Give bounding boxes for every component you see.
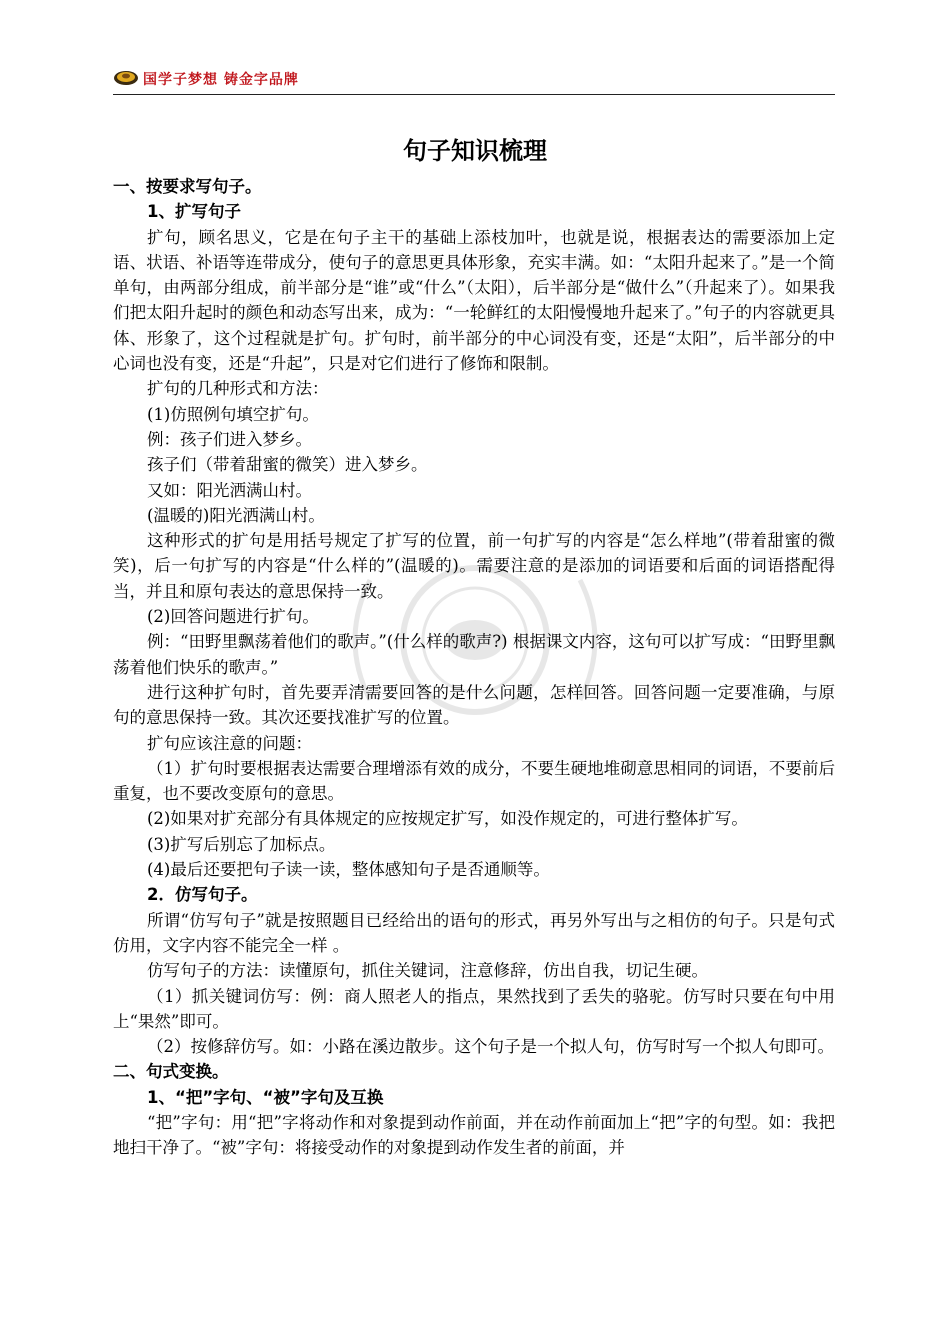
body-paragraph: (2)如果对扩充部分有具体规定的应按规定扩写，如没作规定的，可进行整体扩写。 (147, 809, 748, 829)
subsection-heading: 2．仿写句子。 (147, 885, 258, 905)
page-title: 句子知识梳理 (403, 137, 547, 165)
logo-icon (113, 68, 139, 86)
body-paragraph: （1）扩句时要根据表达需要合理增添有效的成分，不要生硬地堆砌意思相同的词语，不要前后重复，也不要改变原句的意思。 (113, 758, 835, 804)
example-line: (温暖的)阳光洒满山村。 (147, 505, 325, 525)
body-paragraph: 这种形式的扩句是用括号规定了扩写的位置，前一句扩写的内容是“怎么样地”(带着甜蜜的微笑)，后一句扩写的内容是“什么样的”(温暖的)。需要注意的是添加的词语要和后面的词语搭配得当，并且和原句表达的意思保持一致。 (113, 531, 835, 601)
body-paragraph: “把”字句：用“把”字将动作和对象提到动作前面，并在动作前面加上“把”字的句型。如：我把地扫干净了。“被”字句：将接受动作的对象提到动作发生者的前面，并 (113, 1112, 835, 1158)
body-paragraph: 所谓“仿写句子”就是按照题目已经给出的语句的形式，再另外写出与之相仿的句子。只是句式仿用，文字内容不能完全一样 。 (113, 910, 835, 955)
body-line: 扩句的几种形式和方法： (147, 379, 329, 399)
section-heading: 一、按要求写句子。 (113, 177, 262, 196)
document-body (113, 174, 835, 1161)
example-line: 又如：阳光洒满山村。 (147, 480, 312, 500)
subsection-heading: 1、“把”字句、“被”字句及互换 (147, 1087, 384, 1107)
body-line: (1)仿照例句填空扩句。 (147, 404, 319, 424)
subsection-heading: 1、扩写句子 (147, 202, 241, 222)
section-heading: 二、句式变换。 (113, 1062, 229, 1082)
body-line: (4)最后还要把句子读一读，整体感知句子是否通顺等。 (147, 860, 550, 880)
body-line: (2)回答问题进行扩句。 (147, 607, 319, 627)
body-paragraph: 进行这种扩句时，首先要弄清需要回答的是什么问题，怎样回答。回答问题一定要准确，与原句的意思保持一致。其次还要找准扩写的位置。 (113, 682, 835, 728)
body-paragraph: 例：“田野里飘荡着他们的歌声。”(什么样的歌声?) 根据课文内容，这句可以扩写成：“田野里飘荡着他们快乐的歌声。” (113, 632, 835, 677)
example-line: 孩子们（带着甜蜜的微笑）进入梦乡。 (147, 455, 428, 475)
body-line: (3)扩写后别忘了加标点。 (147, 834, 336, 854)
body-paragraph: （2）按修辞仿写。如：小路在溪边散步。这个句子是一个拟人句，仿写时写一个拟人句即可。 (147, 1037, 834, 1057)
page-header (113, 64, 835, 94)
header-slogan: 国学子梦想 铸金字品牌 (143, 72, 299, 88)
header-divider (113, 94, 835, 95)
body-line: 仿写句子的方法：读懂原句，抓住关键词，注意修辞，仿出自我，切记生硬。 (147, 961, 708, 981)
body-paragraph: （1）抓关键词仿写：例：商人照老人的指点，果然找到了丢失的骆驼。仿写时只要在句中用上“果然”即可。 (113, 986, 835, 1031)
body-line: 扩句应该注意的问题： (147, 733, 312, 753)
body-paragraph: 扩句，顾名思义，它是在句子主干的基础上添枝加叶，也就是说，根据表达的需要添加上定语、状语、补语等连带成分，使句子的意思更具体形象，充实丰满。如：“太阳升起来了。”是一个简单句，由两部分组成，前半部分是“谁”或“什么”（太阳），后半部分是“做什么”（升起来了）。如果我们把太阳升起时的颜色和动态写出来，成为：“一轮鲜红的太阳慢慢地升起来了。”句子的内容就更具体、形象了，这个过程就是扩句。扩句时，前半部分的中心词没有变，还是“太阳”，后半部分的中心词也没有变，还是“升起”，只是对它们进行了修饰和限制。 (113, 227, 835, 374)
example-line: 例：孩子们进入梦乡。 (147, 429, 312, 449)
